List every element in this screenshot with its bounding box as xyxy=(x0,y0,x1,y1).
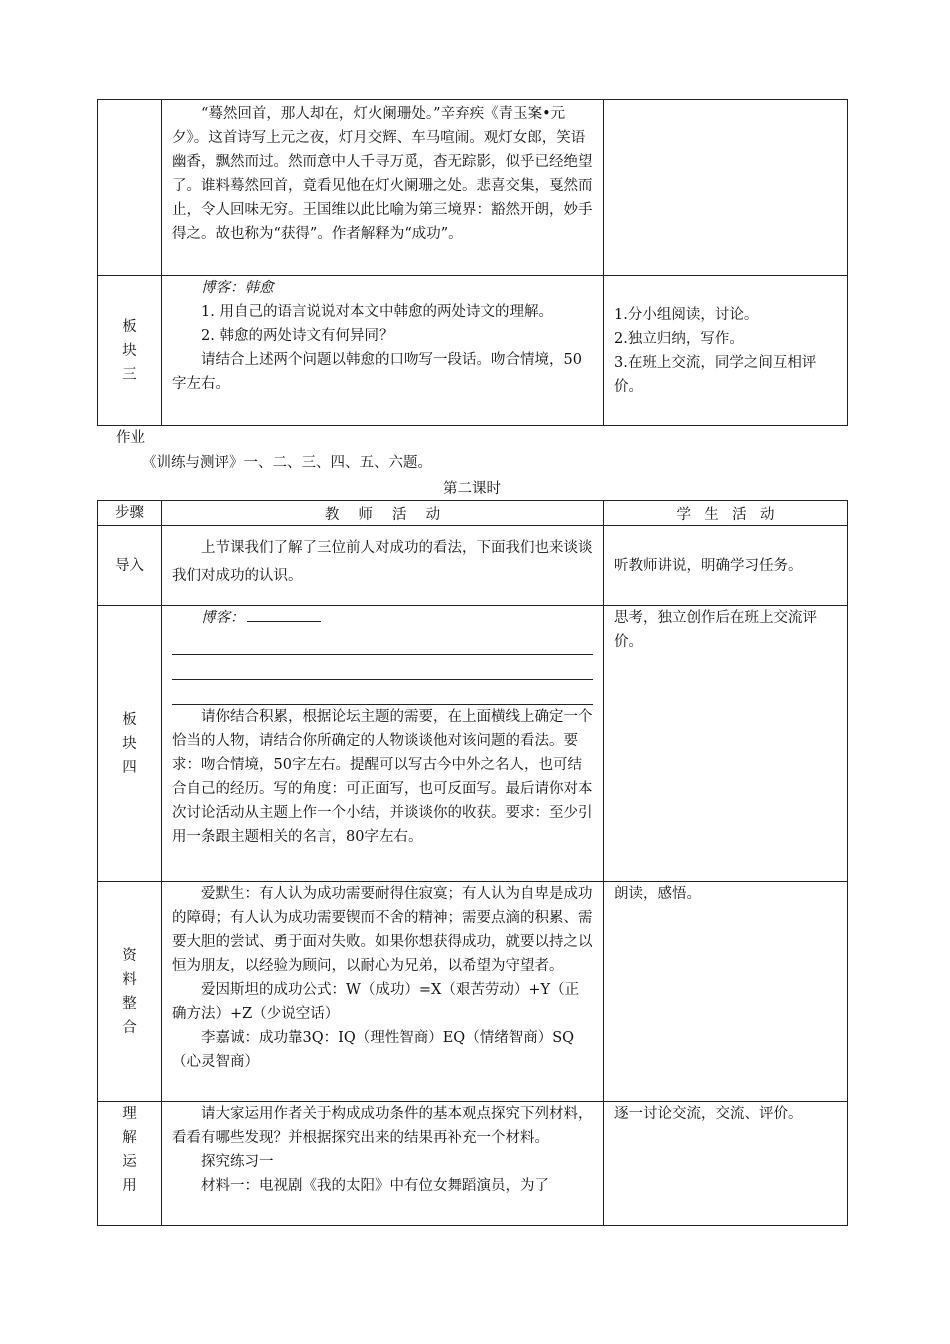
table-row xyxy=(98,606,848,882)
apply-student: 逐一讨论交流，交流、评价。 xyxy=(614,1106,803,1122)
exercise-title: 探究练习一 xyxy=(201,1154,274,1170)
apply-instructions: 请大家运用作者关于构成成功条件的基本观点探究下列材料，看看有哪些发现？并根据探究出来的结果再补充一个材料。 xyxy=(172,1106,593,1146)
block4-instructions: 请你结合积累，根据论坛主题的需要，在上面横线上确定一个恰当的人物，请结合你所确定的人物谈谈他对该问题的看法。要求：吻合情境，50字左右。提醒可以写古今中外之名人，也可结合自己的经历。写的角度：可正面写，也可反面写。最后请你对本次讨论活动从主题上作一个小结，并谈谈你的收获。要求：至少引用一条跟主题相关的名言，80字左右。 xyxy=(172,709,593,845)
student-step-3: 3.在班上交流，同学之间互相评价。 xyxy=(614,354,817,395)
header-student: 学 生 活 动 xyxy=(604,501,848,526)
emerson-quote: 爱默生：有人认为成功需要耐得住寂寞；有人认为自卑是成功的障碍；有人认为成功需要锲而不舍的精神；需要点滴的积累、需要大胆的尝试、勇于面对失败。如果你想获得成功，就要以持之以恒为朋友，以经验为顾问，以耐心为兄弟，以希望为守望者。 xyxy=(172,886,593,974)
homework-label: 作业 xyxy=(116,430,145,446)
table-row xyxy=(98,276,848,426)
student-activity-cell xyxy=(604,100,848,276)
teacher-activity-cell xyxy=(162,276,604,426)
table-header-row xyxy=(98,501,848,526)
student-activity-cell xyxy=(604,276,848,426)
student-activity-cell xyxy=(604,526,848,606)
header-step: 步骤 xyxy=(98,501,162,526)
teacher-activity-cell xyxy=(162,882,604,1102)
block4-student: 思考，独立创作后在班上交流评价。 xyxy=(614,610,817,650)
step-cell xyxy=(98,1102,162,1226)
step-label: 资料整合 xyxy=(122,947,137,1036)
blog-label: 博客： xyxy=(201,610,245,626)
homework-text: 《训练与测评》一、二、三、四、五、六题。 xyxy=(142,455,432,471)
question-1: 1. 用自己的语言说说对本文中韩愈的两处诗文的理解。 xyxy=(201,304,553,320)
student-activity-cell xyxy=(604,1102,848,1226)
li-ka-shing-quote: 李嘉诚：成功靠3Q：IQ（理性智商）EQ（情绪智商）SQ（心灵智商） xyxy=(172,1030,575,1070)
student-step-1: 1.分小组阅读，讨论。 xyxy=(614,306,759,323)
poem-explanation: “蓦然回首，那人却在，灯火阑珊处。”辛弃疾《青玉案•元夕》。这首诗写上元之夜，灯月交辉、车马喧闹。观灯女郎，笑语幽香，飘然而过。然而意中人千寻万觅，杳无踪影，似乎已经绝望了。谁料蓦然回首，竟看见他在灯火阑珊之处。悲喜交集，戛然而止，令人回味无穷。王国维以此比喻为第三境界：豁然开朗，妙手得之。故也称为“获得”。作者解释为“成功”。 xyxy=(172,106,593,242)
blank-line xyxy=(247,607,321,622)
blog-title: 博客：韩愈 xyxy=(201,280,274,296)
einstein-formula: 爱因斯坦的成功公式：W（成功）=X（艰苦劳动）+Y（正确方法）+Z（少说空话） xyxy=(172,982,580,1022)
answer-line xyxy=(172,630,593,655)
step-cell xyxy=(98,276,162,426)
table-row xyxy=(98,100,848,276)
table-row xyxy=(98,526,848,606)
step-cell xyxy=(98,882,162,1102)
table-row xyxy=(98,882,848,1102)
student-activity-cell xyxy=(604,882,848,1102)
teacher-activity-cell xyxy=(162,526,604,606)
step-label: 理解运用 xyxy=(122,1106,137,1194)
teacher-activity-cell xyxy=(162,1102,604,1226)
teacher-activity-cell xyxy=(162,100,604,276)
table-row xyxy=(98,1102,848,1226)
material-one: 材料一：电视剧《我的太阳》中有位女舞蹈演员，为了 xyxy=(201,1178,549,1194)
teacher-activity-cell xyxy=(162,606,604,882)
header-teacher: 教 师 活 动 xyxy=(162,501,604,526)
intro-student: 听教师讲说，明确学习任务。 xyxy=(614,557,803,574)
lesson-title: 第二课时 xyxy=(443,481,501,497)
lesson-table-part2 xyxy=(97,500,848,1226)
answer-line xyxy=(172,680,593,705)
step-cell xyxy=(98,606,162,882)
student-activity-cell xyxy=(604,606,848,882)
question-2: 2. 韩愈的两处诗文有何异同？ xyxy=(201,328,394,344)
material-student: 朗读，感悟。 xyxy=(614,886,701,902)
step-cell xyxy=(98,100,162,276)
intro-text: 上节课我们了解了三位前人对成功的看法，下面我们也来谈谈我们对成功的认识。 xyxy=(172,540,593,584)
step-label: 板块四 xyxy=(122,711,137,776)
lesson-table-part1 xyxy=(97,99,848,426)
writing-task: 请结合上述两个问题以韩愈的口吻写一段话。吻合情境，50字左右。 xyxy=(172,352,582,392)
step-label: 板块三 xyxy=(122,318,137,383)
step-cell: 导入 xyxy=(98,526,162,606)
answer-line xyxy=(172,655,593,680)
student-step-2: 2.独立归纳，写作。 xyxy=(614,330,744,347)
blog-title xyxy=(162,606,603,630)
